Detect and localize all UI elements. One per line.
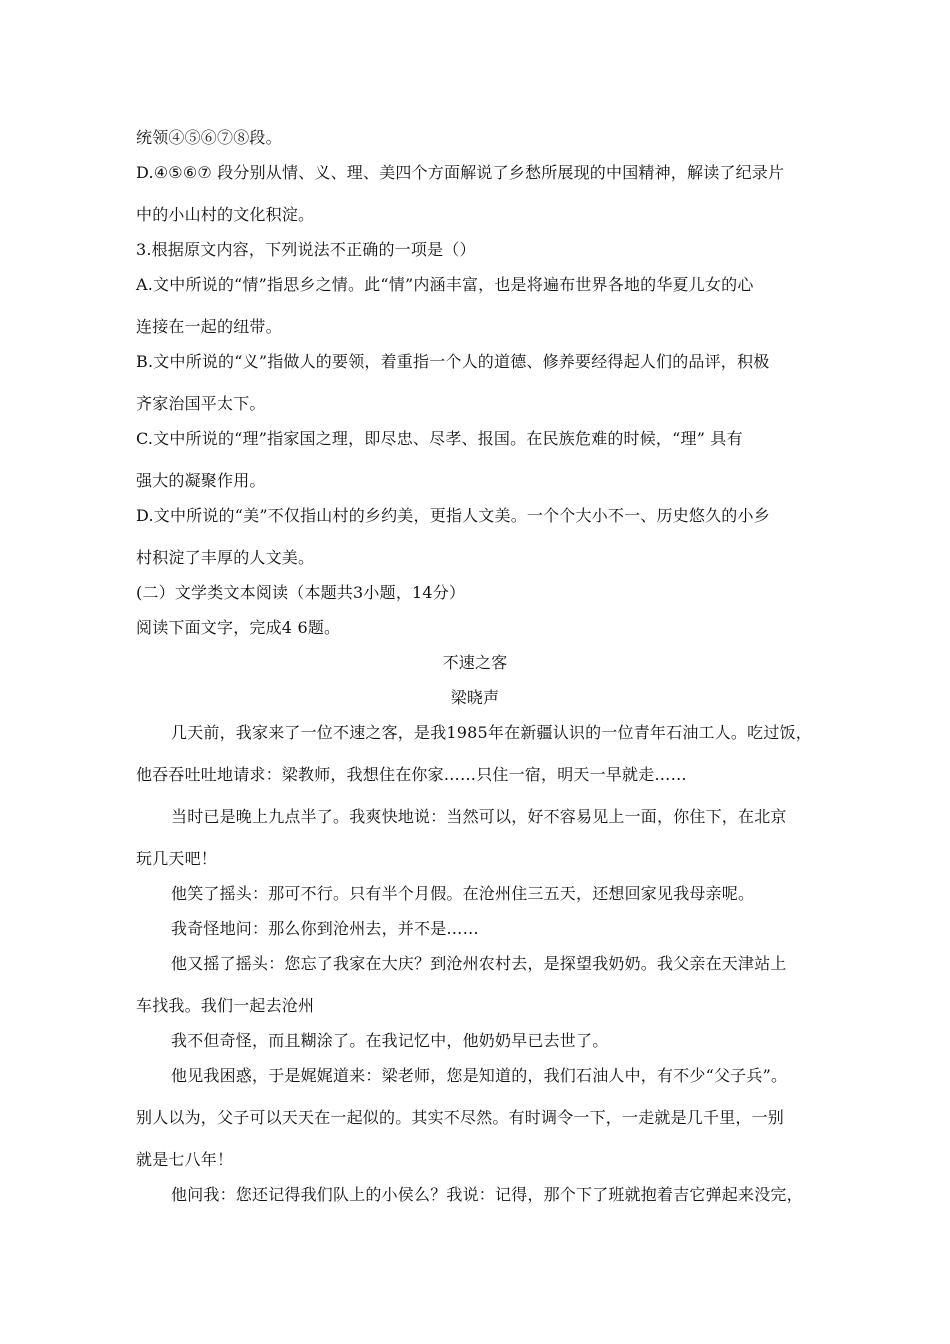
instruction: 阅读下面文字，完成4 6题。 — [136, 618, 341, 637]
paragraph-line: 他笑了摇头：那可不行。只有半个月假。在沧州住三五天，还想回家见我母亲呢。 — [171, 884, 755, 903]
paragraph-line: 几天前，我家来了一位不速之客，是我1985年在新疆认识的一位青年石油工人。吃过饭， — [171, 723, 812, 742]
story-author: 梁晓声 — [450, 688, 500, 707]
section-heading: (二）文学类文本阅读（本题共3小题，14分） — [136, 583, 466, 602]
text-line: 统领④⑤⑥⑦⑧段。 — [136, 128, 282, 147]
option-d: D.文中所说的“美”不仅指山村的乡约美，更指人文美。一个个大小不一、历史悠久的小乡 — [136, 506, 770, 525]
text-line: 连接在一起的纽带。 — [136, 317, 282, 336]
paragraph-line: 就是七八年！ — [136, 1150, 234, 1169]
option-c: C.文中所说的“理”指家国之理，即尽忠、尽孝、报国。在民族危难的时候，“理” 具有 — [136, 429, 743, 448]
story-title: 不速之客 — [442, 653, 508, 672]
text-line: 强大的凝聚作用。 — [136, 471, 266, 490]
question-3: 3.根据原文内容，下列说法不正确的一项是（） — [136, 240, 476, 259]
text-line: 村积淀了丰厚的人文美。 — [136, 548, 315, 567]
paragraph-line: 他又摇了摇头：您忘了我家在大庆？到沧州农村去，是探望我奶奶。我父亲在天津站上 — [171, 954, 787, 973]
paragraph-line: 玩几天吧！ — [136, 849, 218, 868]
paragraph-line: 当时已是晚上九点半了。我爽快地说：当然可以，好不容易见上一面，你住下，在北京 — [171, 807, 787, 826]
option-a: A.文中所说的“情”指思乡之情。此“情”内涵丰富，也是将遍布世界各地的华夏儿女的心 — [136, 275, 754, 294]
paragraph-line: 别人以为，父子可以天天在一起似的。其实不尽然。有时调令一下，一走就是几千里，一别 — [136, 1108, 785, 1127]
text-line: D.④⑤⑥⑦ 段分别从情、义、理、美四个方面解说了乡愁所展现的中国精神，解读了纪录片 — [136, 163, 785, 182]
paragraph-line: 车找我。我们一起去沧州 — [136, 996, 315, 1015]
text-line: 中的小山村的文化积淀。 — [136, 205, 315, 224]
option-b: B.文中所说的“义”指做人的要领，着重指一个人的道德、修养要经得起人们的品评，积极 — [136, 352, 770, 371]
paragraph-line: 我奇怪地问：那么你到沧州去，并不是…… — [171, 919, 479, 938]
text-line: 齐家治国平太下。 — [136, 394, 266, 413]
paragraph-line: 他吞吞吐吐地请求：梁教师，我想住在你家……只住一宿，明天一早就走…… — [136, 765, 687, 784]
paragraph-line: 他见我困惑，于是娓娓道来：梁老师，您是知道的，我们石油人中，有不少“父子兵”。 — [171, 1066, 788, 1085]
paragraph-line: 我不但奇怪，而且糊涂了。在我记忆中，他奶奶早已去世了。 — [171, 1031, 609, 1050]
paragraph-line: 他问我：您还记得我们队上的小侯么？我说：记得，那个下了班就抱着吉它弹起来没完， — [171, 1185, 803, 1204]
